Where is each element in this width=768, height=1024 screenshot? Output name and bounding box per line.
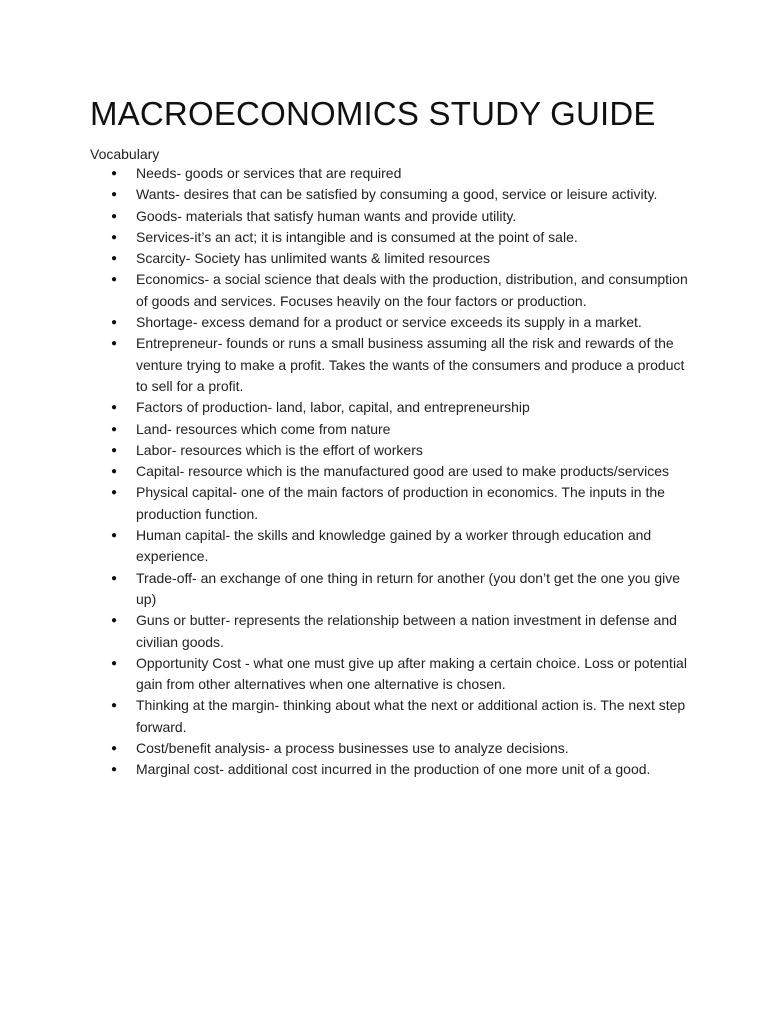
list-item [90,525,690,568]
list-item-text: Scarcity- Society has unlimited wants & limited resources [136,250,491,267]
list-item [90,738,690,759]
list-item [90,333,690,397]
bullet-icon: ● [111,231,118,243]
bullet-icon: ● [111,657,118,669]
bullet-icon: ● [111,402,118,414]
list-item [90,184,690,205]
list-item-text: Land- resources which come from nature [136,420,391,437]
list-item-text: Capital- resource which is the manufactured good are used to make products/services [136,463,670,480]
bullet-icon: ● [111,189,118,201]
list-item-text: Factors of production- land, labor, capital, and entrepreneurship [136,399,530,416]
page-title: MACROECONOMICS STUDY GUIDE [90,95,656,132]
list-item [90,163,690,184]
bullet-icon: ● [111,572,118,584]
list-item-text: Needs- goods or services that are required [136,165,402,181]
list-item-text: Economics- a social science that deals with the production, distribution, and consumption of goods and services. Focuses heavily on the four factors or production. [136,271,688,309]
list-item-text: Wants- desires that can be satisfied by consuming a good, service or leisure activity. [136,186,658,203]
list-item-text: Cost/benefit analysis- a process businesses use to analyze decisions. [136,740,569,757]
list-item-text: Human capital- the skills and knowledge gained by a worker through education and experience. [136,527,652,565]
list-item [90,419,690,440]
list-item [90,759,690,780]
list-item [90,269,690,312]
bullet-icon: ● [111,700,118,712]
vocabulary-list [90,163,690,781]
list-item [90,653,690,696]
list-item [90,248,690,269]
list-item-text: Thinking at the margin- thinking about what the next or additional action is. The next step forward. [136,697,686,735]
list-item-text: Trade-off- an exchange of one thing in return for another (you don’t get the one you give up) [136,569,681,607]
bullet-icon: ● [111,530,118,542]
list-item-text: Opportunity Cost - what one must give up after making a certain choice. Loss or potential gain from other alternatives when one alternative is chosen. [136,654,687,693]
list-item [90,440,690,461]
list-item [90,695,690,738]
bullet-icon: ● [111,743,118,755]
list-item [90,461,690,482]
list-item [90,206,690,227]
bullet-icon: ● [111,615,118,627]
bullet-icon: ● [111,338,118,350]
list-item-text: Goods- materials that satisfy human wants and provide utility. [136,207,517,224]
list-item [90,482,690,525]
list-item-text: Marginal cost- additional cost incurred in the production of one more unit of a good. [136,761,651,778]
list-item-text: Labor- resources which is the effort of workers [136,441,423,458]
bullet-icon: ● [111,274,118,286]
bullet-icon: ● [111,444,118,456]
list-item-text: Physical capital- one of the main factors of production in economics. The inputs in the production function. [136,484,665,522]
list-item-text: Services-it’s an act; it is intangible and is consumed at the point of sale. [136,228,578,245]
bullet-icon: ● [111,466,118,478]
list-item [90,312,690,333]
bullet-icon: ● [111,317,118,329]
list-item [90,610,690,653]
list-item [90,227,690,248]
list-item [90,568,690,611]
section-label-vocabulary: Vocabulary [90,146,160,162]
bullet-icon: ● [111,168,118,179]
bullet-icon: ● [111,764,118,776]
list-item-text: Shortage- excess demand for a product or service exceeds its supply in a market. [136,314,642,331]
list-item-text: Entrepreneur- founds or runs a small business assuming all the risk and rewards of the venture trying to make a profit. Takes the wants of the consumers and produce a product to sell for a profit. [136,335,685,394]
list-item [90,397,690,418]
bullet-icon: ● [111,253,118,265]
bullet-icon: ● [111,210,118,222]
bullet-icon: ● [111,423,118,435]
bullet-icon: ● [111,487,118,499]
list-item-text: Guns or butter- represents the relationship between a nation investment in defense and civilian goods. [136,612,677,650]
